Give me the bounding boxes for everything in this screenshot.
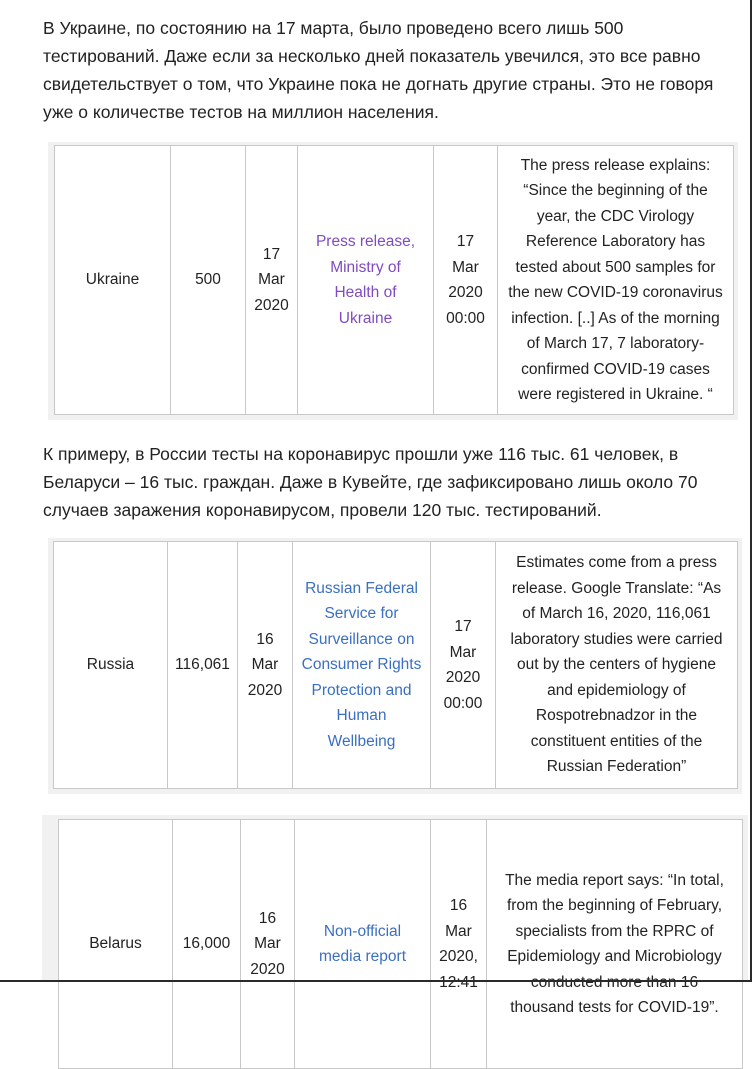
date-cell: 17 Mar 2020 [246,146,298,415]
paragraph-russia-belarus: К примеру, в России тесты на коронавирус прошли уже 116 тыс. 61 человек, в Беларуси – 16 тыс. граждан. Даже в Кувейте, где зафиксировано лишь около 70 случаев заражения коронавирусом, провели 120 тыс. тестирований. [43,444,698,520]
table-row [59,820,743,1069]
country-cell: Russia [54,542,168,789]
table-belarus [58,819,743,1069]
paragraph-ukraine-intro: В Украине, по состоянию на 17 марта, было проведено всего лишь 500 тестирований. Даже если за несколько дней показатель увечился, это все равно свидетельствует о том, что Украине пока не догнать другие страны. Это не говоря уже о количестве тестов на миллион населения. [43,18,714,122]
source-link[interactable]: Russian Federal Service for Surveillance on Consumer Rights Protection and Human Wellbeing [293,542,431,789]
notes-cell: Estimates come from a press release. Google Translate: “As of March 16, 2020, 116,061 laboratory studies were carried out by the centers of hygiene and epidemiology of Rospotrebnadzor in the constituent entities of the Russian Federation” [496,542,738,789]
source-link[interactable]: Press release, Ministry of Health of Ukraine [298,146,434,415]
ref-date-cell: 17 Mar 2020 00:00 [431,542,496,789]
notes-cell: The press release explains: “Since the beginning of the year, the CDC Virology Reference Laboratory has tested about 500 samples for the new COVID-19 coronavirus infection. [..] As of the morning of March 17, 7 laboratory- confirmed COVID-19 cases were registered in Ukraine. “ [498,146,734,415]
ref-date-cell: 16 Mar 2020, 12:41 [431,820,487,1069]
date-cell: 16 Mar 2020 [238,542,293,789]
tests-cell: 500 [171,146,246,415]
tests-cell: 116,061 [168,542,238,789]
country-cell: Belarus [59,820,173,1069]
country-cell: Ukraine [55,146,171,415]
tests-cell: 16,000 [173,820,241,1069]
notes-cell: The media report says: “In total, from the beginning of February, specialists from the RPRC of Epidemiology and Microbiology conducted more than 16 thousand tests for COVID-19”. [487,820,743,1069]
ref-date-cell: 17 Mar 2020 00:00 [434,146,498,415]
source-link[interactable]: Non-official media report [295,820,431,1069]
date-cell: 16 Mar 2020 [241,820,295,1069]
